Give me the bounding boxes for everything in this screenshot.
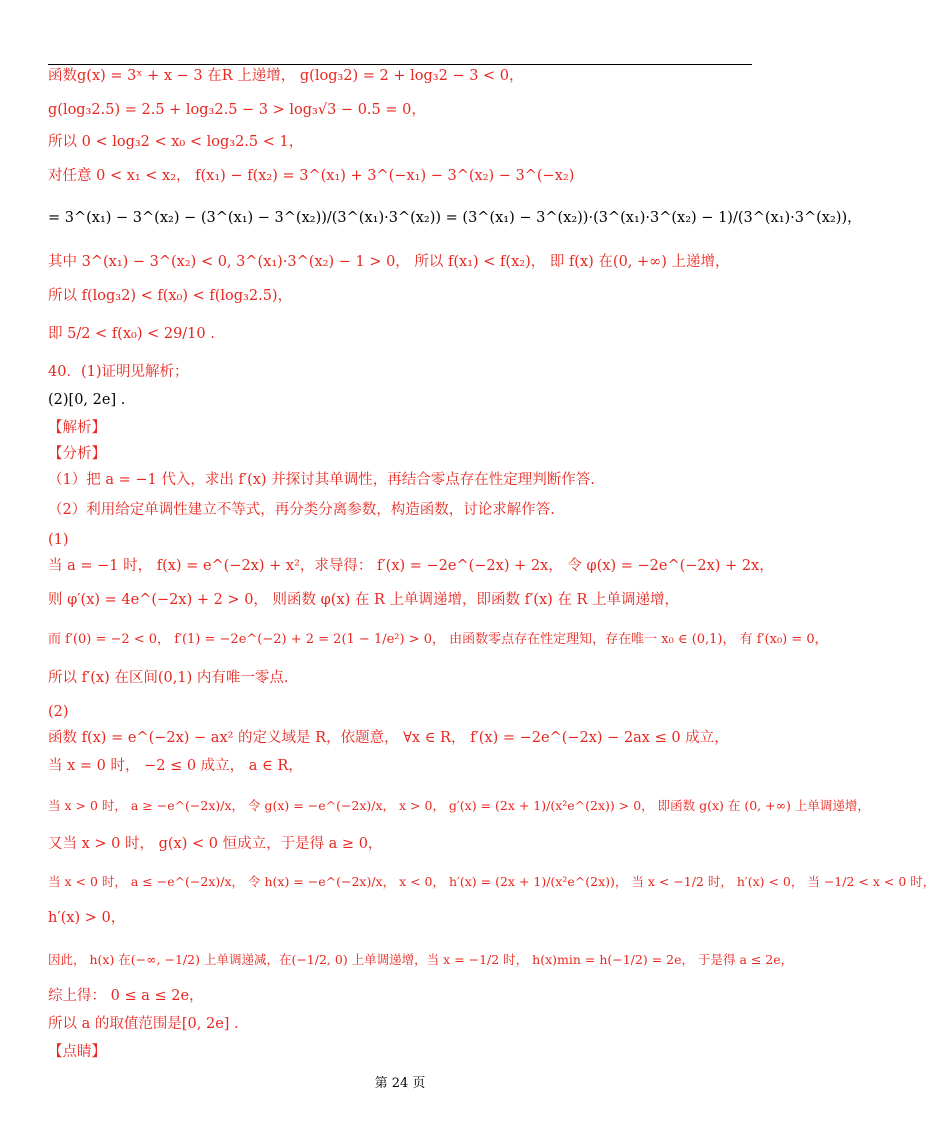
text-line: （1）把 a = −1 代入，求出 f′(x) 并探讨其单调性，再结合零点存在性定理判断作答.: [48, 472, 595, 488]
answer-heading: 40．(1)证明见解析；: [48, 364, 189, 380]
text-line: h′(x) > 0，: [48, 910, 126, 926]
text-line: 又当 x > 0 时， g(x) < 0 恒成立，于是得 a ≥ 0，: [48, 836, 383, 852]
part-label: (2): [48, 704, 69, 720]
text-line: 函数 f(x) = e^(−2x) − ax² 的定义域是 R，依题意， ∀x ∈ R， f′(x) = −2e^(−2x) − 2ax ≤ 0 成立，: [48, 730, 729, 746]
top-rule: [48, 64, 752, 65]
text-line: 其中 3^(x₁) − 3^(x₂) < 0, 3^(x₁)·3^(x₂) − 1 > 0， 所以 f(x₁) < f(x₂)， 即 f(x) 在(0, +∞) 上递增，: [48, 254, 730, 270]
text-line: 则 φ′(x) = 4e^(−2x) + 2 > 0， 则函数 φ(x) 在 R 上单调递增，即函数 f′(x) 在 R 上单调递增，: [48, 592, 680, 608]
text-line: 因此， h(x) 在(−∞, −1/2) 上单调递减，在(−1/2, 0) 上单调递增，当 x = −1/2 时， h(x)min = h(−1/2) = 2e， 于是得 a ≤ 2e，: [48, 952, 794, 967]
text-line: 当 x = 0 时， −2 ≤ 0 成立， a ∈ R，: [48, 758, 303, 774]
text-line: 即 5/2 < f(x₀) < 29/10 .: [48, 326, 215, 342]
text-line: = 3^(x₁) − 3^(x₂) − (3^(x₁) − 3^(x₂))/(3^(x₁)·3^(x₂)) = (3^(x₁) − 3^(x₂))·(3^(x₁)·3^(x₂) − 1)/(3^(x₁)·3^(x₂))，: [48, 210, 862, 226]
page-number: 第 24 页: [374, 1076, 426, 1091]
text-line: 当 x > 0 时， a ≥ −e^(−2x)/x， 令 g(x) = −e^(−2x)/x， x > 0， g′(x) = (2x + 1)/(x²e^(2x)) > 0， 即函数 g(x) 在 (0, +∞) 上单调递增，: [48, 798, 870, 813]
section-label-jiexi: 【解析】: [48, 420, 106, 436]
text-line: 所以 0 < log₃2 < x₀ < log₃2.5 < 1，: [48, 134, 304, 150]
section-label-dianjing: 【点睛】: [48, 1044, 106, 1060]
text-line: （2）利用给定单调性建立不等式，再分类分离参数，构造函数，讨论求解作答.: [48, 502, 555, 518]
part-label: (1): [48, 532, 69, 548]
text-line: 所以 f(log₃2) < f(x₀) < f(log₃2.5)，: [48, 288, 293, 304]
text-line: 综上得： 0 ≤ a ≤ 2e，: [48, 988, 204, 1004]
text-line: 所以 a 的取值范围是[0, 2e] .: [48, 1016, 239, 1032]
text-line: (2)[0, 2e] .: [48, 392, 126, 408]
text-line: 而 f′(0) = −2 < 0， f′(1) = −2e^(−2) + 2 = 2(1 − 1/e²) > 0， 由函数零点存在性定理知，存在唯一 x₀ ∈ (0,1)， 有 f′(x₀) = 0，: [48, 632, 828, 647]
text-line: 对任意 0 < x₁ < x₂， f(x₁) − f(x₂) = 3^(x₁) + 3^(−x₁) − 3^(x₂) − 3^(−x₂): [48, 168, 575, 184]
text-line: 所以 f′(x) 在区间(0,1) 内有唯一零点.: [48, 670, 289, 686]
text-line: 函数g(x) = 3ˣ + x − 3 在R 上递增， g(log₃2) = 2 + log₃2 − 3 < 0，: [48, 68, 524, 84]
text-line: 当 x < 0 时， a ≤ −e^(−2x)/x， 令 h(x) = −e^(−2x)/x， x < 0， h′(x) = (2x + 1)/(x²e^(2x))， 当 x < −1/2 时， h′(x) < 0， 当 −1/2 < x < 0 时，: [48, 874, 935, 889]
text-line: g(log₃2.5) = 2.5 + log₃2.5 − 3 > log₃√3 − 0.5 = 0，: [48, 102, 426, 118]
section-label-fenxi: 【分析】: [48, 446, 106, 462]
text-line: 当 a = −1 时， f(x) = e^(−2x) + x²，求导得： f′(x) = −2e^(−2x) + 2x， 令 φ(x) = −2e^(−2x) + 2x，: [48, 558, 774, 574]
